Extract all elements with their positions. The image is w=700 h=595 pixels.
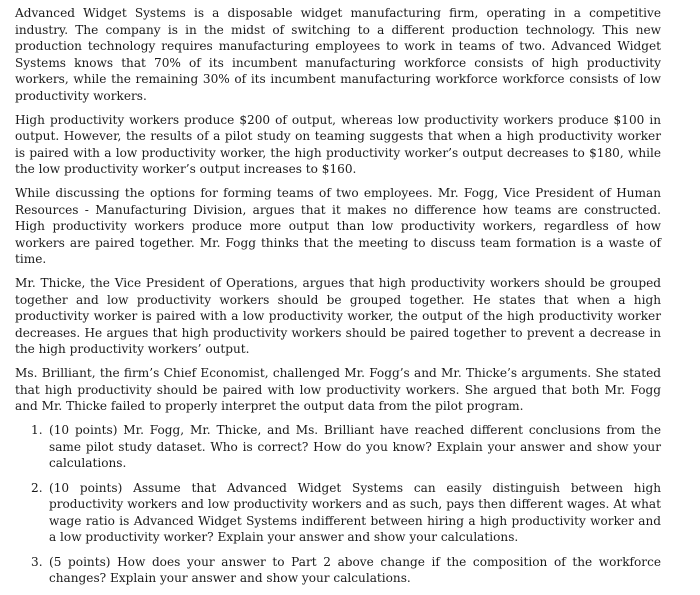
question-text: (10 points) Mr. Fogg, Mr. Thicke, and Ms. Brilliant have reached different conclusions from the same pilot study dataset. Who is correct? How do you know? Explain your answer and show your calculations. <box>49 423 661 470</box>
paragraph-productivity-data: High productivity workers produce $200 of output, whereas low productivity workers produce $100 in output. However, the results of a pilot study on teaming suggests that when a high productivity worker is paired with a low productivity worker, the high productivity worker’s output decreases to $180, while the low productivity worker’s output increases to $160. <box>15 112 661 176</box>
paragraph-fogg-argument: While discussing the options for forming teams of two employees. Mr. Fogg, Vice President of Human Resources - Manufacturing Division, argues that it makes no difference how teams are constructed. High productivity workers produce more output than low productivity workers, regardless of how workers are paired together. Mr. Fogg thinks that the meeting to discuss team formation is a waste of time. <box>15 186 661 266</box>
question-item-3 <box>15 554 661 587</box>
paragraph-thicke-argument: Mr. Thicke, the Vice President of Operations, argues that high productivity workers should be grouped together and low productivity workers should be grouped together. He states that when a high productivity worker is paired with a low productivity worker, the output of the high productivity worker decreases. He argues that high productivity workers should be paired together to prevent a decrease in the high productivity workers’ output. <box>15 276 661 356</box>
question-number: 2. <box>31 480 43 495</box>
question-number: 3. <box>31 554 43 569</box>
question-item-2 <box>15 480 661 546</box>
problem-document <box>15 5 661 595</box>
paragraph-brilliant-argument: Ms. Brilliant, the firm’s Chief Economist, challenged Mr. Fogg’s and Mr. Thicke’s arguments. She stated that high productivity should be paired with low productivity workers. She argued that both Mr. Fogg and Mr. Thicke failed to properly interpret the output data from the pilot program. <box>15 366 661 413</box>
question-number: 1. <box>31 423 43 437</box>
question-list <box>15 422 661 587</box>
question-text: (10 points) Assume that Advanced Widget Systems can easily distinguish between high productivity workers and low productivity workers and as such, pays then different wages. At what wage ratio is Advanced Widget Systems indifferent between hiring a high productivity worker and a low productivity worker? Explain your answer and show your calculations. <box>49 480 661 544</box>
paragraph-company-intro: Advanced Widget Systems is a disposable widget manufacturing firm, operating in a competitive industry. The company is in the midst of switching to a different production technology. This new production technology requires manufacturing employees to work in teams of two. Advanced Widget Systems knows that 70% of its incumbent manufacturing workforce consists of high productivity workers, while the remaining 30% of its incumbent manufacturing workforce workforce consists of low productivity workers. <box>15 6 661 103</box>
question-text: (5 points) How does your answer to Part 2 above change if the composition of the workforce changes? Explain your answer and show your calculations. <box>49 554 661 585</box>
question-item-1 <box>15 422 661 472</box>
